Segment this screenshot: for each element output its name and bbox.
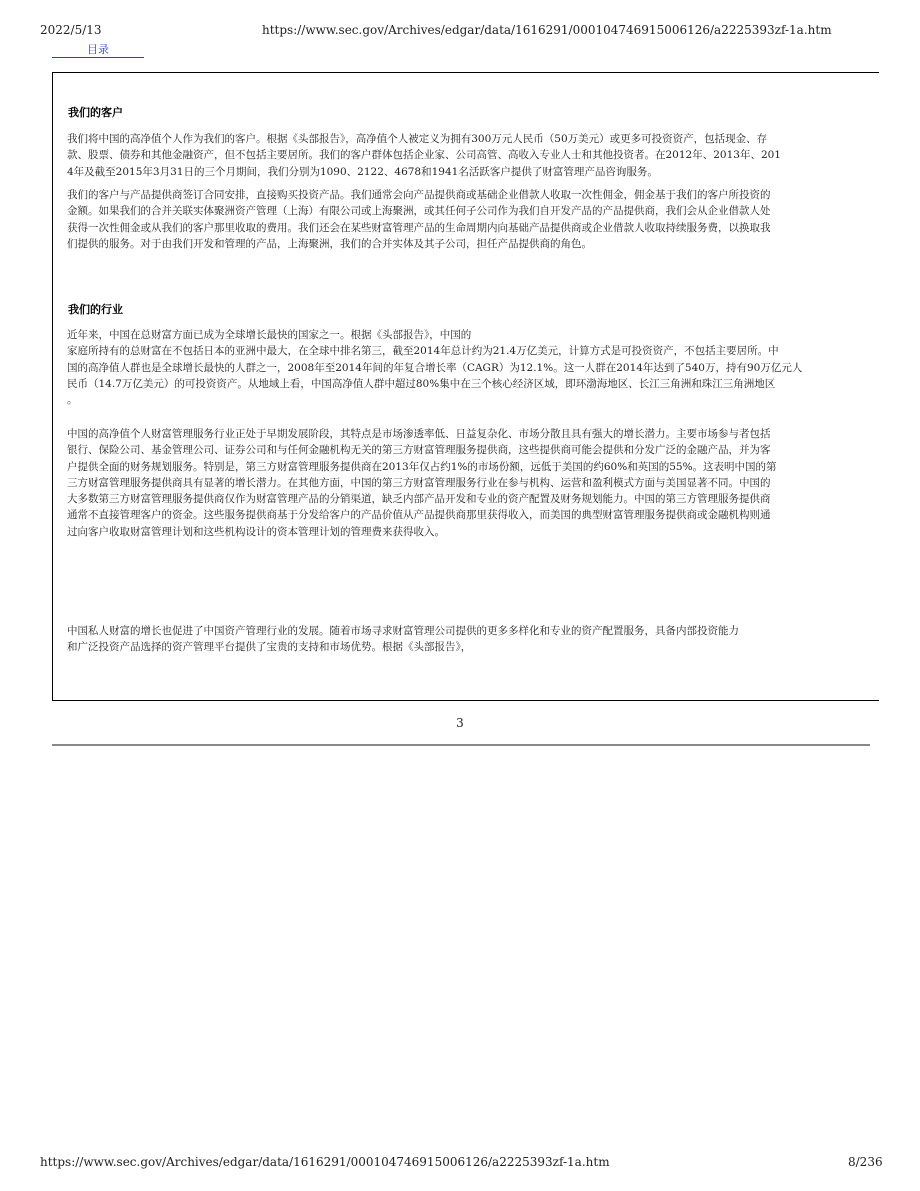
print-header-url: https://www.sec.gov/Archives/edgar/data/1616291/000104746915006126/a2225393zf-1a.htm (262, 23, 832, 37)
paragraph: 近年来，中国在总财富方面已成为全球增长最快的国家之一。根据《头部报告》，中国的 家庭所持有的总财富在不包括日本的亚洲中最大，在全球中排名第三，截至2014年总计约为21.4万亿美元，计算方式是可投资资产，不包括主要居所。中 国的高净值人群也是全球增长最快的人群之一，2008年至2014年间的年复合增长率（CAGR）为12.1%。这一人群在2014年达到了540万，持有90万亿元人 民币（14.7万亿美元）的可投资资产。从地域上看，中国高净值人群中超过80%集中在三个核心经济区域，即环渤海地区、长江三角洲和珠江三角洲地区 。 (67, 329, 803, 407)
paragraph: 中国的高净值个人财富管理服务行业正处于早期发展阶段，其特点是市场渗透率低、日益复杂化、市场分散且具有强大的增长潜力。主要市场参与者包括 银行、保险公司、基金管理公司、证券公司和与任何金融机构无关的第三方财富管理服务提供商，这些提供商可能会提供和分发广泛的金融产品，并为客 户提供全面的财务规划服务。特别是，第三方财富管理服务提供商在2013年仅占约1%的市场份额，远低于美国的约60%和英国的55%。这表明中国的第 三方财富管理服务提供商具有显著的增长潜力。在其他方面，中国的第三方财富管理服务行业在参与机构、运营和盈利模式方面与美国显著不同。中国的 大多数第三方财富管理服务提供商仅作为财富管理产品的分销渠道，缺乏内部产品开发和专业的资产配置及财务规划能力。中国的第三方管理服务提供商 通常不直接管理客户的资金。这些服务提供商基于分发给客户的产品价值从产品提供商那里获得收入，而美国的典型财富管理服务提供商或金融机构则通 过向客户收取财富管理计划和这些机构设计的资本管理计划的管理费来获得收入。 (67, 428, 777, 538)
toc-link[interactable]: 目录 (52, 44, 144, 58)
print-date: 2022/5/13 (40, 23, 102, 37)
page-divider (52, 744, 870, 746)
print-footer-url: https://www.sec.gov/Archives/edgar/data/1616291/000104746915006126/a2225393zf-1a.htm (40, 1155, 610, 1169)
paragraph: 中国私人财富的增长也促进了中国资产管理行业的发展。随着市场寻求财富管理公司提供的更多多样化和专业的资产配置服务，具备内部投资能力 和广泛投资产品选择的资产管理平台提供了宝贵的支持和市场优势。根据《头部报告》， (67, 625, 739, 654)
section-title-industry: 我们的行业 (68, 303, 123, 316)
paragraph: 我们将中国的高净值个人作为我们的客户。根据《头部报告》，高净值个人被定义为拥有300万元人民币（50万美元）或更多可投资资产，包括现金、存 款、股票、债券和其他金融资产，但不包括主要居所。我们的客户群体包括企业家、公司高管、高收入专业人士和其他投资者。在2012年、2013年、201 4年及截至2015年3月31日的三个月期间，我们分别为1090、2122、4678和1941名活跃客户提供了财富管理产品咨询服务。 (67, 133, 781, 178)
page-number: 3 (456, 716, 464, 730)
section-title-customers: 我们的客户 (68, 106, 123, 119)
print-page-counter: 8/236 (848, 1155, 883, 1169)
paragraph: 我们的客户与产品提供商签订合同安排，直接购买投资产品。我们通常会向产品提供商或基础企业借款人收取一次性佣金，佣金基于我们的客户所投资的 金额。如果我们的合并关联实体聚洲资产管理（上海）有限公司或上海聚洲，或其任何子公司作为我们自开发产品的产品提供商，我们会从企业借款人处 获得一次性佣金或从我们的客户那里收取的费用。我们还会在某些财富管理产品的生命周期内向基础产品提供商或企业借款人收取持续服务费，以换取我 们提供的服务。对于由我们开发和管理的产品，上海聚洲，我们的合并实体及其子公司，担任产品提供商的角色。 (67, 189, 771, 250)
